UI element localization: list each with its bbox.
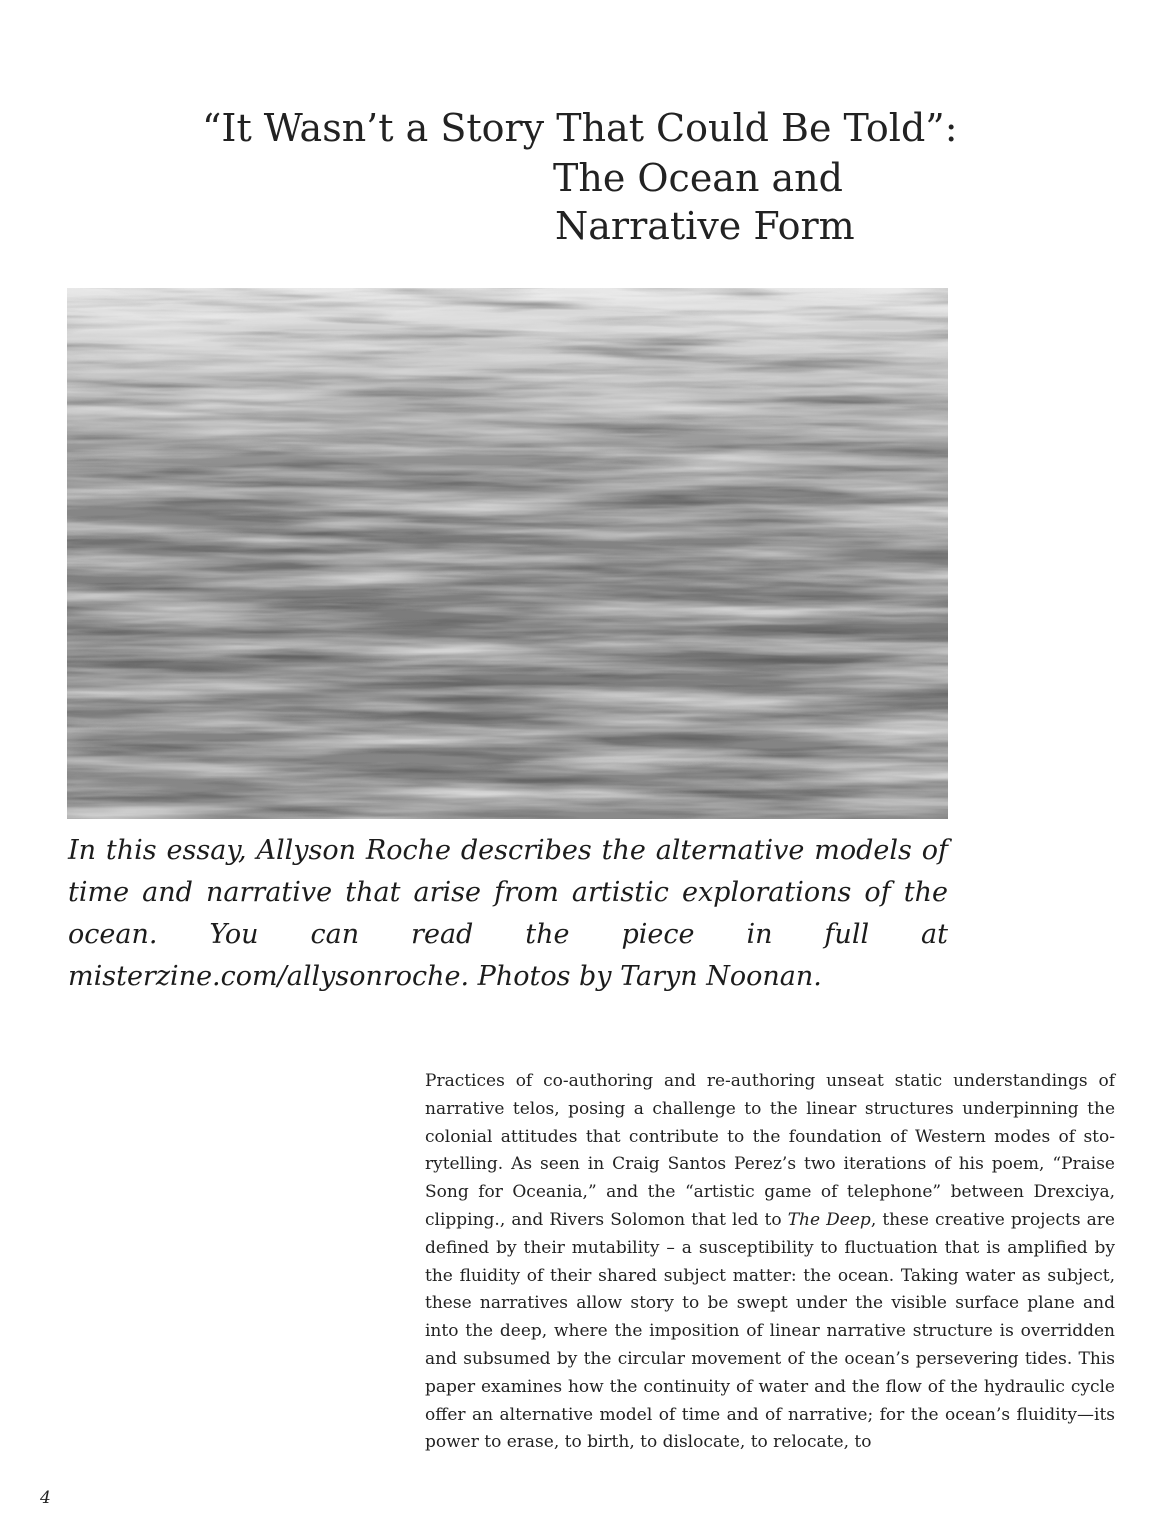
ocean-photo	[67, 288, 948, 819]
body-paragraph	[425, 1068, 1115, 1457]
body-text-part-2: , these creative projects are defined by their mutability – a susceptibility to fluctuation that is amplified by the fluidity of their shared subject matter: the ocean. Taking water as subject, these narratives allow story to be swept under the visible surface plane and into the deep, where the imposition of linear narrative structure is overridden and subsumed by the circular movement of the ocean’s persevering tides. This paper examines how the continuity of water and the flow of the hydraulic cycle offer an alternative model of time and of narrative; for the ocean’s fluidity—its power to erase, to birth, to dislocate, to relocate, to	[425, 1209, 1115, 1453]
page-number: 4	[40, 1488, 51, 1508]
body-text-part-1: Practices of co-authoring and re-authoring unseat static understandings of narrative telos, posing a challenge to the linear structures underpinning the colonial attitudes that contribute to the foundation of Western modes of storytelling. As seen in Craig Santos Perez’s two iterations of his poem, “Praise Song for Oceania,” and the “artistic game of telephone” between Drexciya, clipping., and Rivers Solomon that led to	[425, 1071, 1115, 1230]
title-line-1: “It Wasn’t a Story That Could Be Told”:	[202, 106, 958, 150]
title-line-3: Narrative Form	[555, 204, 855, 248]
water-highlights	[67, 288, 948, 819]
title-line-2: The Ocean and	[553, 156, 843, 200]
book-title: The Deep	[787, 1209, 871, 1230]
intro-caption: In this essay, Allyson Roche describes the alternative models of time and narrative that arise from artistic explorations of the ocean. You can read the piece in full at misterzine.com/allysonroche. Photos by Taryn Noonan.	[68, 835, 948, 992]
